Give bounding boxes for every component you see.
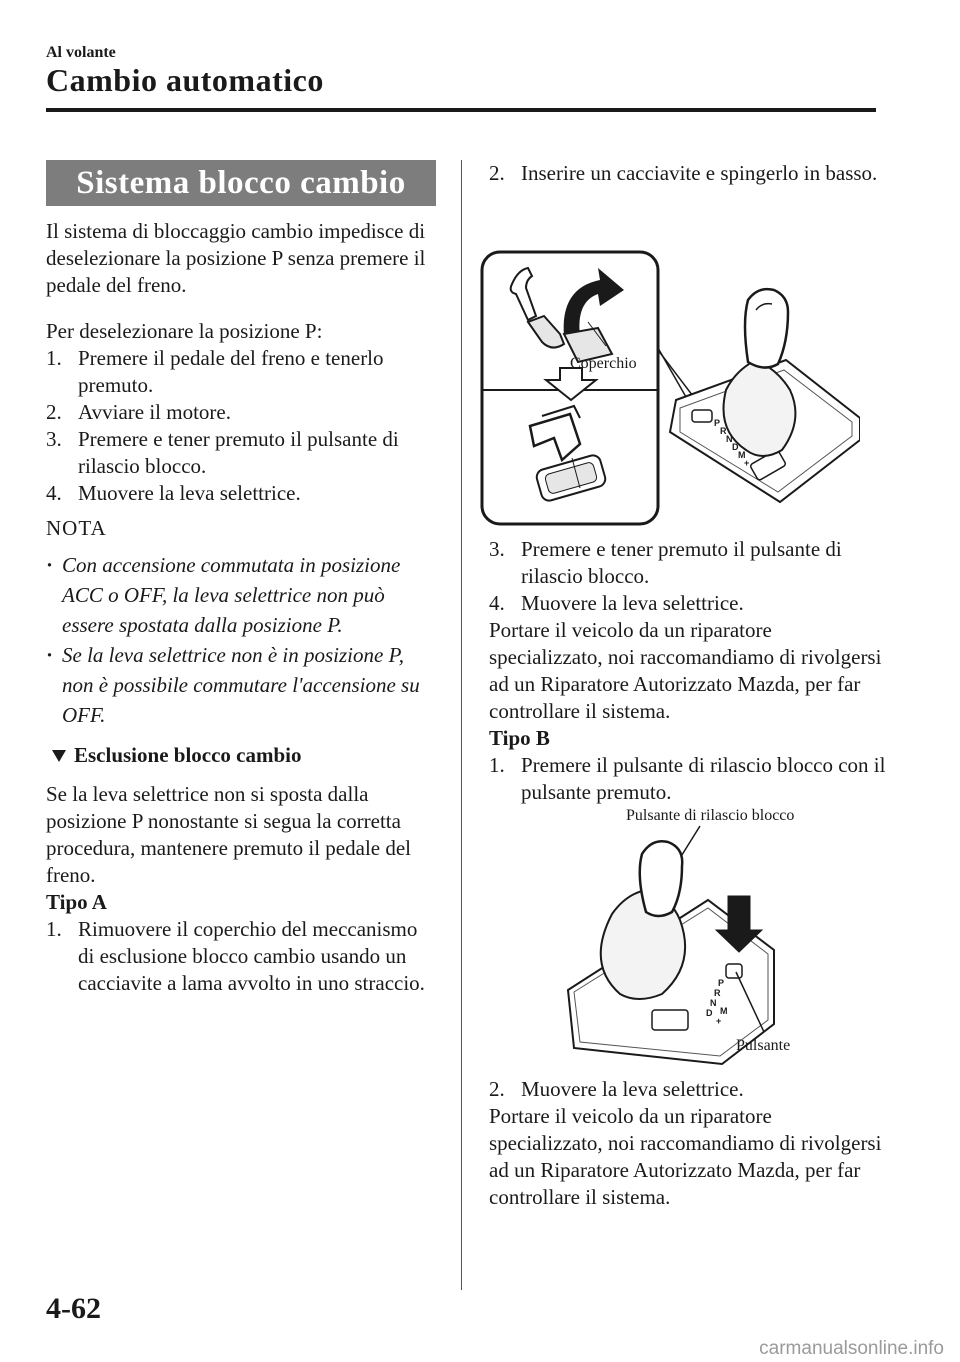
cover-label: Coperchio: [570, 355, 637, 372]
step-number: 3.: [46, 427, 62, 451]
page-number: 4-62: [46, 1292, 101, 1325]
step-text: Premere il pulsante di rilascio blocco con il pulsante premuto.: [521, 753, 886, 804]
step-number: 1.: [46, 917, 62, 941]
gear-knob: [745, 289, 788, 367]
gear-letter: M: [738, 450, 746, 460]
step-text: Premere e tener premuto il pulsante di rilascio blocco.: [521, 537, 842, 588]
step-item: [46, 426, 436, 480]
step-text: Muovere la leva selettrice.: [521, 591, 744, 615]
release-button-icon: [726, 964, 742, 978]
step-text: Premere il pedale del freno e tenerlo premuto.: [78, 346, 384, 397]
step-text: Inserire un cacciavite e spingerlo in basso.: [521, 161, 878, 185]
gear-letter: P: [714, 418, 721, 428]
bullet-icon: ·: [46, 553, 54, 577]
gear-letter: +: [744, 458, 750, 468]
note-item: [46, 550, 436, 640]
step-number: 2.: [489, 1077, 505, 1101]
step-number: 3.: [489, 537, 505, 561]
column-divider: [461, 160, 462, 1290]
step-item: [489, 590, 889, 617]
step-number: 4.: [489, 591, 505, 615]
figure-type-a-override: [480, 250, 860, 528]
subsection-title: Esclusione blocco cambio: [74, 743, 302, 767]
right-step-2-block: [489, 160, 889, 187]
watermark: carmanualsonline.info: [759, 1338, 944, 1359]
subsection-heading: [46, 742, 436, 769]
section-label: Al volante: [46, 44, 116, 61]
step-item: [46, 345, 436, 399]
note-text: Se la leva selettrice non è in posizione P, non è possibile commutare l'accensione su OFF.: [62, 643, 420, 727]
step-text: Rimuovere il coperchio del meccanismo di esclusione blocco cambio usando un cacciavite a lama avvolto in uno straccio.: [78, 917, 425, 995]
gear-letter: R: [720, 426, 727, 436]
override-paragraph: Se la leva selettrice non si sposta dalla posizione P nonostante si segua la corretta procedura, mantenere premuto il pedale del freno.: [46, 782, 411, 887]
step-number: 4.: [46, 481, 62, 505]
gear-letter: N: [726, 434, 733, 444]
procedure-lead: Per deselezionare la posizione P:: [46, 319, 323, 343]
step-item: [46, 916, 436, 997]
button-label: Pulsante: [736, 1037, 791, 1054]
note-text: Con accensione commutata in posizione ACC o OFF, la leva selettrice non può essere spostata dalla posizione P.: [62, 553, 401, 637]
right-final-block: [489, 1076, 889, 1211]
step-item: [489, 1076, 889, 1103]
chapter-title: Cambio automatico: [46, 62, 324, 98]
step-text: Premere e tener premuto il pulsante di rilascio blocco.: [78, 427, 399, 478]
advice-paragraph: Portare il veicolo da un riparatore specializzato, noi raccomandiamo di rivolgersi ad un Riparatore Autorizzato Mazda, per far controllare il sistema.: [489, 1104, 882, 1209]
step-item: [489, 536, 889, 590]
left-column: [46, 160, 436, 997]
gear-letter: D: [706, 1008, 713, 1018]
note-item: [46, 640, 436, 730]
step-number: 2.: [46, 400, 62, 424]
step-item: [489, 752, 889, 806]
gear-letter: D: [732, 442, 739, 452]
step-number: 1.: [489, 753, 505, 777]
gear-letter: N: [710, 998, 717, 1008]
step-text: Muovere la leva selettrice.: [521, 1077, 744, 1101]
console-button-icon: [652, 1010, 688, 1030]
type-a-heading: Tipo A: [46, 890, 107, 914]
step-item: [489, 160, 889, 187]
intro-paragraph: Il sistema di bloccaggio cambio impedisce di deselezionare la posizione P senza premere il pedale del freno.: [46, 219, 426, 297]
release-button-label: Pulsante di rilascio blocco: [626, 807, 795, 824]
override-slot-icon: [692, 410, 712, 422]
triangle-down-icon: [52, 750, 66, 762]
nota-heading: NOTA: [46, 516, 107, 540]
header-rule: [46, 108, 876, 112]
step-number: 1.: [46, 346, 62, 370]
gear-letter: R: [714, 988, 721, 998]
gear-letter: +: [716, 1016, 722, 1026]
gear-knob: [640, 841, 682, 916]
step-item: [46, 480, 436, 507]
section-banner: Sistema blocco cambio: [46, 160, 436, 206]
gear-letter: M: [720, 1006, 728, 1016]
type-b-heading: Tipo B: [489, 726, 550, 750]
step-text: Muovere la leva selettrice.: [78, 481, 301, 505]
step-number: 2.: [489, 161, 505, 185]
gear-letter: P: [718, 978, 725, 988]
step-text: Avviare il motore.: [78, 400, 231, 424]
right-text-block: [489, 536, 889, 806]
bullet-icon: ·: [46, 643, 54, 667]
advice-paragraph: Portare il veicolo da un riparatore specializzato, noi raccomandiamo di rivolgersi ad un Riparatore Autorizzato Mazda, per far controllare il sistema.: [489, 618, 882, 723]
figure-type-b-release: [560, 800, 840, 1070]
step-item: [46, 399, 436, 426]
